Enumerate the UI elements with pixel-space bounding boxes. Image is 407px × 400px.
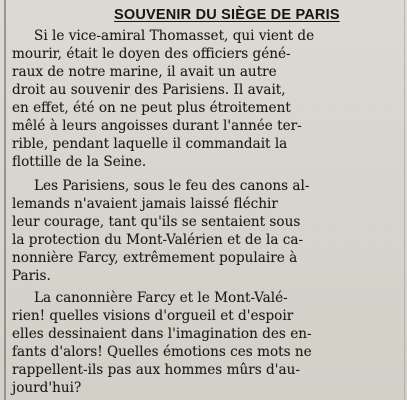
article-line-2: mourir, était le doyen des officiers géné- (12, 46, 291, 62)
article-line-11: leur courage, tant qu'ils se sentaient sous (12, 214, 301, 230)
article-line-13: nonnière Farcy, extrêmement populaire à (12, 250, 298, 266)
article-line-17: elles dessinaient dans l'imagination des en- (12, 326, 312, 342)
article-line-15: La canonnière Farcy et le Mont-Valé- (34, 290, 288, 306)
article-line-3: raux de notre marine, il avait un autre (12, 64, 277, 80)
article-line-14: Paris. (12, 268, 51, 284)
article-line-19: rappellent-ils pas aux hommes mûrs d'au- (12, 362, 300, 378)
article-line-7: rible, pendant laquelle il commandait la (12, 136, 288, 152)
article-line-8: flottille de la Seine. (12, 154, 147, 170)
article-line-5: en effet, été on ne peut plus étroitement (12, 100, 291, 116)
article-line-12: la protection du Mont-Valérien et de la ca- (12, 232, 304, 248)
article-line-6: mêlé à leurs angoisses durant l'année ter- (12, 118, 302, 134)
left-column-rule (4, 0, 6, 400)
right-page-edge (404, 0, 405, 400)
article-line-1: Si le vice-amiral Thomasset, qui vient de (34, 28, 315, 44)
cropped-next-line (30, 392, 390, 400)
article-title: SOUVENIR DU SIÈGE DE PARIS (114, 7, 340, 23)
article-line-18: fants d'alors! Quelles émotions ces mots ne (12, 344, 312, 360)
article-line-20: jourd'hui? (12, 380, 82, 396)
article-line-4: droit au souvenir des Parisiens. Il avait, (12, 82, 286, 98)
article-line-16: rien! quelles visions d'orgueil et d'espoir (12, 308, 294, 324)
article-line-10: lemands n'avaient jamais laissé fléchir (12, 196, 278, 212)
article-line-9: Les Parisiens, sous le feu des canons al- (34, 178, 310, 194)
